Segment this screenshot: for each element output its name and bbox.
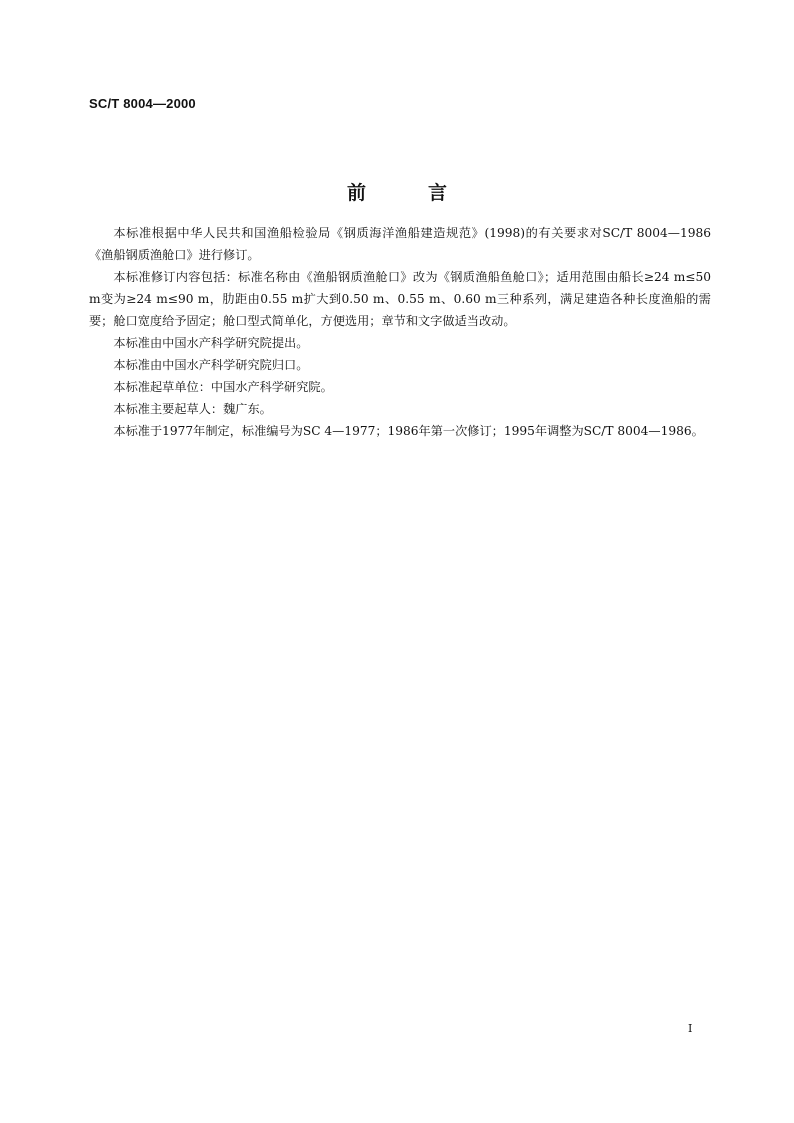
paragraph-drafting-unit: 本标准起草单位：中国水产科学研究院。 bbox=[113, 380, 333, 394]
paragraph-centralized-unit: 本标准由中国水产科学研究院归口。 bbox=[113, 358, 309, 372]
page-title: 前言 bbox=[346, 182, 509, 204]
page-number: I bbox=[688, 1022, 693, 1035]
paragraph-basis: 本标准根据中华人民共和国渔船检验局《钢质海洋渔船建造规范》(1998)的有关要求对SC/T 8004—1986《渔船钢质渔舱口》进行修订。 bbox=[89, 226, 711, 262]
paragraph-history: 本标准于1977年制定，标准编号为SC 4—1977；1986年第一次修订；1995年调整为SC/T 8004—1986。 bbox=[113, 424, 704, 438]
paragraph-revision-content: 本标准修订内容包括：标准名称由《渔船钢质渔舱口》改为《钢质渔船鱼舱口》；适用范围由船长≥24 m≤50 m变为≥24 m≤90 m，肋距由0.55 m扩大到0.50 m、0.55 m、0.60 m三种系列，满足建造各种长度渔船的需要；舱口宽度给予固定；舱口型式简单化，方便选用；章节和文字做适当改动。 bbox=[89, 270, 711, 328]
paragraph-drafter: 本标准主要起草人：魏广东。 bbox=[113, 402, 272, 416]
paragraph-proposer: 本标准由中国水产科学研究院提出。 bbox=[113, 336, 309, 350]
foreword-body bbox=[89, 222, 711, 442]
standard-code: SC/T 8004—2000 bbox=[89, 96, 196, 111]
